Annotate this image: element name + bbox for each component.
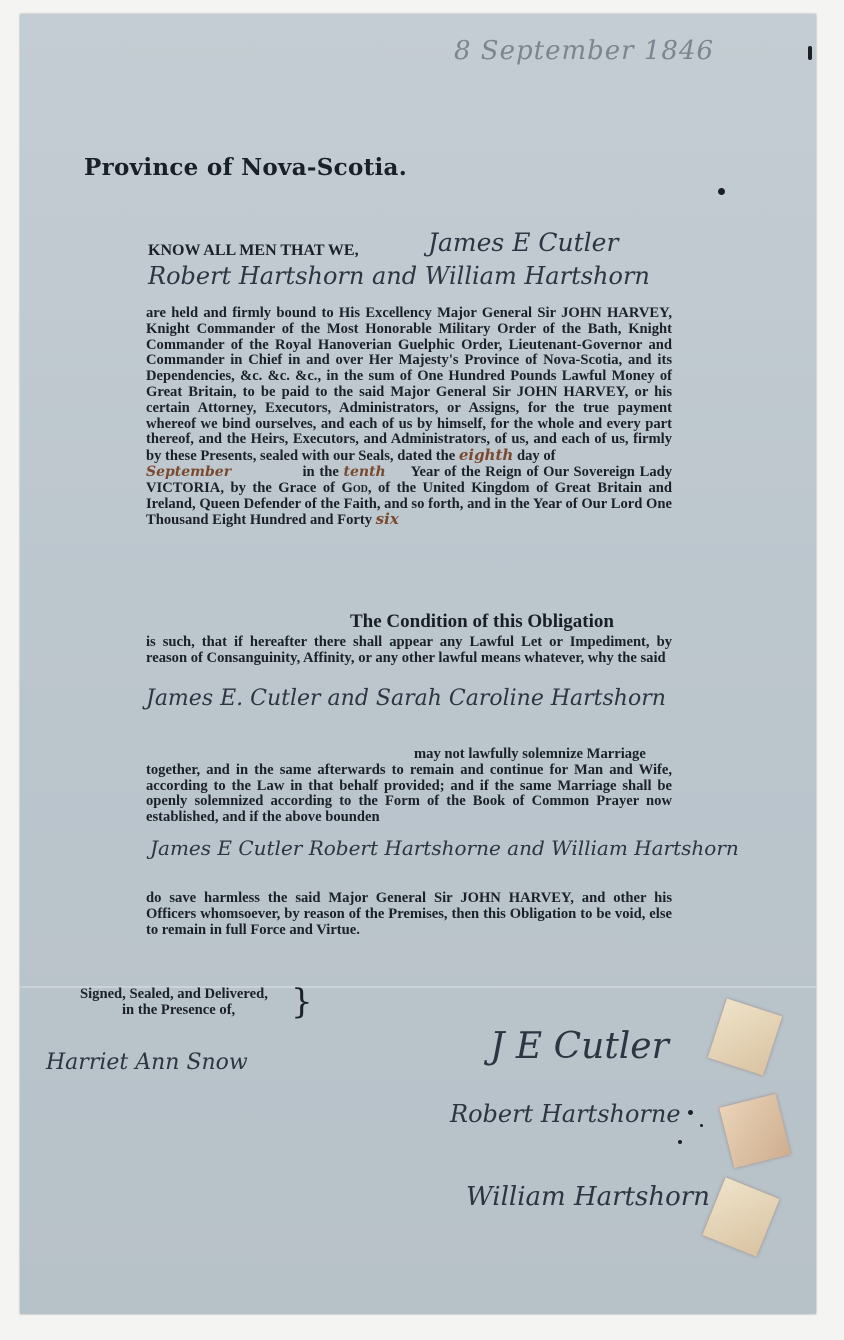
wax-seal <box>708 999 782 1076</box>
handwritten-bounden: James E Cutler Robert Hartshorne and William Hartshorn <box>150 836 739 860</box>
handwritten-names-line1: James E Cutler <box>428 228 619 257</box>
intro-caps: KNOW ALL MEN THAT WE, <box>148 242 359 259</box>
ink-spot <box>678 1140 682 1144</box>
condition-heading: The Condition of this Obligation <box>350 611 614 632</box>
ink-spot <box>700 1124 703 1127</box>
signature-cutler: J E Cutler <box>490 1026 669 1067</box>
handwritten-names-line2: Robert Hartshorn and William Hartshorn <box>148 262 650 290</box>
handwritten-year: six <box>375 510 399 529</box>
wax-seal <box>719 1094 790 1168</box>
document-sheet <box>20 14 816 1314</box>
handwritten-day: eighth <box>458 446 514 465</box>
document-title: Province of Nova-Scotia. <box>84 154 408 181</box>
brace-mark: } <box>291 982 313 1022</box>
signature-robert-hartshorne: Robert Hartshorne <box>450 1100 681 1128</box>
witness-signature: Harriet Ann Snow <box>46 1050 248 1075</box>
ink-spot <box>688 1110 693 1115</box>
ink-spot <box>808 46 812 60</box>
bond-paragraph: are held and firmly bound to His Excellency Major General Sir JOHN HARVEY, Knight Commander of the Most Honorable Military Order of the Bath, Knight Commander of the Royal Hanoverian Guelphic Order, Lieutenant-Governor and Commander in Chief in and over Her Majesty's Province of Nova-Scotia, and its Dependencies, &c. &c. &c., in the sum of One Hundred Pounds Lawful Money of Great Britain, to be paid to the said Major General Sir JOHN HARVEY, or his certain Attorney, Executors, Administrators, or Assigns, for the true payment whereof we bind ourselves, and each of us by himself, for the whole and every part thereof, and the Heirs, Executors, and Administrators, of us, and each of us, firmly by these Presents, sealed with our Seals, dated the eighth day of September in the tenth Year of the Reign of Our Sovereign Lady VICTORIA, by the Grace of God, of the United Kingdom of Great Britain and Ireland, Queen Defender of the Faith, and so forth, and in the Year of Our Lord One Thousand Eight Hundred and Forty six <box>146 305 673 529</box>
handwritten-month: September <box>146 463 232 480</box>
signed-sealed-delivered: Signed, Sealed, and Delivered, in the Presence of, <box>80 986 268 1018</box>
handwritten-regnal-year: tenth <box>343 463 386 480</box>
signature-william-hartshorn: William Hartshorn <box>466 1182 710 1212</box>
pencil-date-annotation: 8 September 1846 <box>454 36 715 66</box>
solemnize-paragraph: may not lawfully solemnize Marriage together, and in the same afterwards to remain and continue for Man and Wife, according to the Law in that behalf provided; and if the same Marriage shall be openly solemnized according to the Form of the Book of Common Prayer now established, and if the above bounden <box>146 746 672 826</box>
wax-seal <box>702 1177 779 1256</box>
handwritten-couple: James E. Cutler and Sarah Caroline Hartshorn <box>146 686 666 711</box>
ink-spot <box>718 188 725 195</box>
save-harmless-paragraph: do save harmless the said Major General Sir JOHN HARVEY, and other his Officers whomsoever, by reason of the Premises, then this Obligation to be void, else to remain in full Force and Virtue. <box>146 890 673 938</box>
condition-paragraph: is such, that if hereafter there shall appear any Lawful Let or Impediment, by reason of Consanguinity, Affinity, or any other lawful means whatever, why the said <box>146 634 672 666</box>
